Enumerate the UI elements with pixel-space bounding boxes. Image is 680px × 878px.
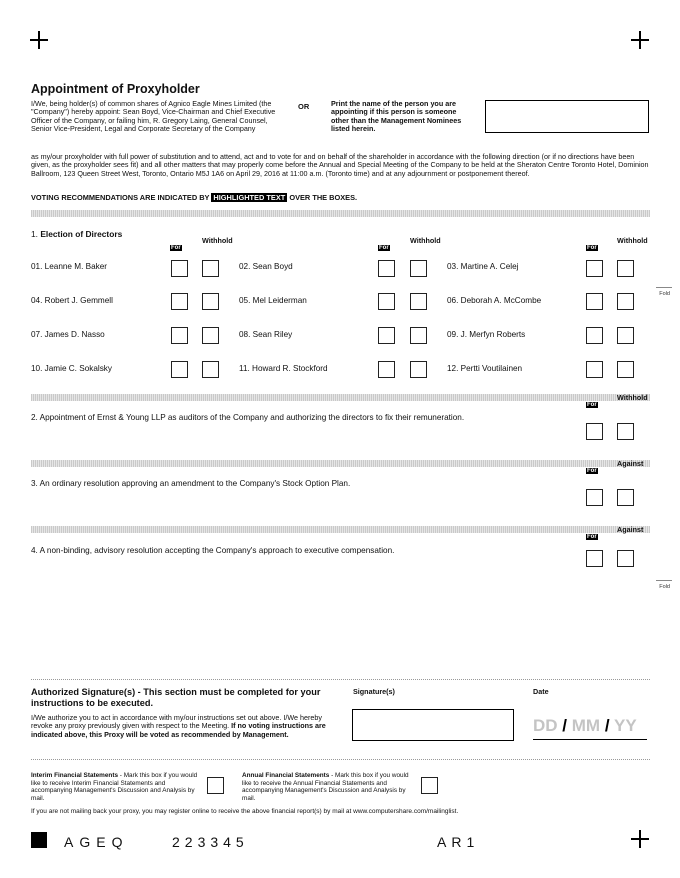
- for-checkbox[interactable]: [586, 489, 603, 506]
- for-checkbox[interactable]: [171, 260, 188, 277]
- section-divider: [31, 394, 650, 401]
- for-checkbox[interactable]: [586, 361, 603, 378]
- or-label: OR: [298, 102, 310, 111]
- election-heading-text: Election of Directors: [40, 229, 123, 239]
- registration-mark-bottom-right: [631, 830, 649, 848]
- director-name: 03. Martine A. Celej: [447, 262, 519, 271]
- signature-divider: [31, 679, 650, 680]
- date-separator: /: [604, 716, 610, 735]
- withhold-checkbox[interactable]: [202, 293, 219, 310]
- director-name: 08. Sean Riley: [239, 330, 293, 339]
- date-month-placeholder: MM: [571, 716, 601, 735]
- against-header: Against: [617, 525, 644, 534]
- for-header: For: [587, 468, 597, 474]
- for-checkbox[interactable]: [171, 361, 188, 378]
- annual-statements-title: Annual Financial Statements: [242, 772, 330, 779]
- authorization-text-plain: I/We authorize you to act in accordance with my/our instructions set out above. I/We hereby revoke any proxy previously given with respect to the Meeting.: [31, 713, 322, 731]
- for-checkbox[interactable]: [378, 361, 395, 378]
- section-divider: [31, 526, 650, 533]
- date-year-placeholder: YY: [613, 716, 637, 735]
- director-name: 02. Sean Boyd: [239, 262, 293, 271]
- director-name: 05. Mel Leiderman: [239, 296, 307, 305]
- print-name-instructions: Print the name of the person you are appointing if this person is someone other than the Management Nominees listed herein.: [331, 99, 462, 133]
- footer-code-ageq: AGEQ: [64, 834, 129, 850]
- director-name: 06. Deborah A. McCombe: [447, 296, 542, 305]
- annual-statements-text: [242, 772, 414, 802]
- interim-statements-checkbox[interactable]: [207, 777, 224, 794]
- withhold-checkbox[interactable]: [202, 327, 219, 344]
- director-name: 07. James D. Nasso: [31, 330, 105, 339]
- director-name: 10. Jamie C. Sokalsky: [31, 364, 112, 373]
- director-name: 09. J. Merfyn Roberts: [447, 330, 526, 339]
- footer-code-ar1: AR1: [437, 834, 480, 850]
- date-underline: [533, 739, 647, 740]
- statements-divider: [31, 759, 650, 760]
- for-checkbox[interactable]: [586, 550, 603, 567]
- date-separator: /: [562, 716, 568, 735]
- withhold-header-col3: Withhold: [617, 236, 648, 245]
- voting-note-suffix: OVER THE BOXES.: [289, 193, 358, 202]
- for-checkbox[interactable]: [171, 327, 188, 344]
- registration-mark-top-right: [631, 31, 649, 49]
- withhold-header-col1: Withhold: [202, 236, 233, 245]
- for-header: For: [587, 402, 597, 408]
- resolution-4-text: 4. A non-binding, advisory resolution accepting the Company's approach to executive compensation.: [31, 546, 395, 555]
- for-checkbox[interactable]: [586, 260, 603, 277]
- withhold-checkbox[interactable]: [617, 423, 634, 440]
- for-header: For: [587, 534, 597, 540]
- interim-statements-title: Interim Financial Statements: [31, 772, 119, 779]
- withhold-checkbox[interactable]: [617, 260, 634, 277]
- signature-input[interactable]: [352, 709, 514, 741]
- for-checkbox[interactable]: [586, 423, 603, 440]
- director-name: 12. Pertti Voutilainen: [447, 364, 523, 373]
- withhold-checkbox[interactable]: [410, 361, 427, 378]
- interim-statements-desc: - Mark this box if you would like to receive Interim Financial Statements and accompanying Management's Discussion and Analysis by mail.: [31, 772, 198, 802]
- withhold-checkbox[interactable]: [410, 327, 427, 344]
- against-checkbox[interactable]: [617, 489, 634, 506]
- election-heading-number: 1.: [31, 229, 38, 239]
- date-label: Date: [533, 687, 549, 696]
- withhold-checkbox[interactable]: [410, 260, 427, 277]
- for-header-col3: For: [587, 245, 597, 251]
- withhold-checkbox[interactable]: [617, 361, 634, 378]
- resolution-3-text: 3. An ordinary resolution approving an amendment to the Company's Stock Option Plan.: [31, 479, 351, 488]
- withhold-header: Withhold: [617, 393, 648, 402]
- fold-mark: Fold: [659, 291, 670, 297]
- for-checkbox[interactable]: [586, 293, 603, 310]
- footer-code-number: 223345: [172, 834, 249, 850]
- for-checkbox[interactable]: [378, 293, 395, 310]
- director-name: 04. Robert J. Gemmell: [31, 296, 113, 305]
- resolution-2-text: 2. Appointment of Ernst & Young LLP as auditors of the Company and authorizing the directors to fix their remuneration.: [31, 413, 465, 422]
- appointment-intro: I/We, being holder(s) of common shares of Agnico Eagle Mines Limited (the "Company") hereby appoint: Sean Boyd, Vice-Chairman and Chief Executive Officer of the Company, or failing him, R. Gregory Laing, General Counsel, Senior Vice-President, Legal and Corporate Secretary of the Company: [31, 99, 276, 133]
- for-checkbox[interactable]: [378, 260, 395, 277]
- page-title: Appointment of Proxyholder: [31, 82, 200, 96]
- authorization-text-bold: If no voting instructions are indicated above, this Proxy will be voted as recommended by Management.: [31, 721, 326, 739]
- for-header-col2: For: [379, 245, 389, 251]
- annual-statements-checkbox[interactable]: [421, 777, 438, 794]
- for-checkbox[interactable]: [586, 327, 603, 344]
- against-checkbox[interactable]: [617, 550, 634, 567]
- against-header: Against: [617, 459, 644, 468]
- director-name: 11. Howard R. Stockford: [239, 364, 328, 373]
- signature-label: Signature(s): [353, 687, 395, 696]
- fold-mark: Fold: [659, 584, 670, 590]
- barcode-block: [31, 832, 47, 848]
- authorization-text: [31, 714, 333, 739]
- for-checkbox[interactable]: [171, 293, 188, 310]
- withhold-checkbox[interactable]: [617, 293, 634, 310]
- withhold-checkbox[interactable]: [202, 361, 219, 378]
- voting-recommendations-note: [31, 193, 357, 202]
- interim-statements-text: [31, 772, 201, 802]
- authority-text: as my/our proxyholder with full power of substitution and to attend, act and to vote for and on behalf of the shareholder in accordance with the following direction (or if no directions have been given, as the proxyholder sees fit) and all other matters that may properly come before the Annual and Special Meeting of the Company to be held at the Sheraton Centre Toronto Hotel, Dominion Ballroom, 123 Queen Street West, Toronto, Ontario M5J 1A6 on April 29, 2016 at 11:00 a.m. (Toronto time) and at any adjournment or postponement thereof.: [31, 152, 649, 178]
- withhold-checkbox[interactable]: [202, 260, 219, 277]
- proxyholder-name-input[interactable]: [485, 100, 649, 133]
- annual-statements-desc: - Mark this box if you would like to receive the Annual Financial Statements and accompanying Management's Discussion and Analysis by mail.: [242, 772, 409, 802]
- online-registration-note: If you are not mailing back your proxy, you may register online to receive the above financial report(s) by mail at www.computershare.com/mailinglist.: [31, 808, 459, 815]
- withhold-checkbox[interactable]: [617, 327, 634, 344]
- highlighted-text-sample: HIGHLIGHTED TEXT: [213, 193, 286, 202]
- registration-mark-top-left: [30, 31, 48, 49]
- election-heading: [31, 229, 122, 239]
- date-input[interactable]: [533, 716, 637, 736]
- withhold-checkbox[interactable]: [410, 293, 427, 310]
- for-header-col1: For: [171, 245, 181, 251]
- for-checkbox[interactable]: [378, 327, 395, 344]
- voting-note-prefix: VOTING RECOMMENDATIONS ARE INDICATED BY: [31, 193, 210, 202]
- authorized-signature-title: Authorized Signature(s) - This section must be completed for your instructions to be executed.: [31, 687, 321, 708]
- section-divider: [31, 460, 650, 467]
- withhold-header-col2: Withhold: [410, 236, 441, 245]
- section-divider: [31, 210, 650, 217]
- date-day-placeholder: DD: [533, 716, 558, 735]
- director-name: 01. Leanne M. Baker: [31, 262, 108, 271]
